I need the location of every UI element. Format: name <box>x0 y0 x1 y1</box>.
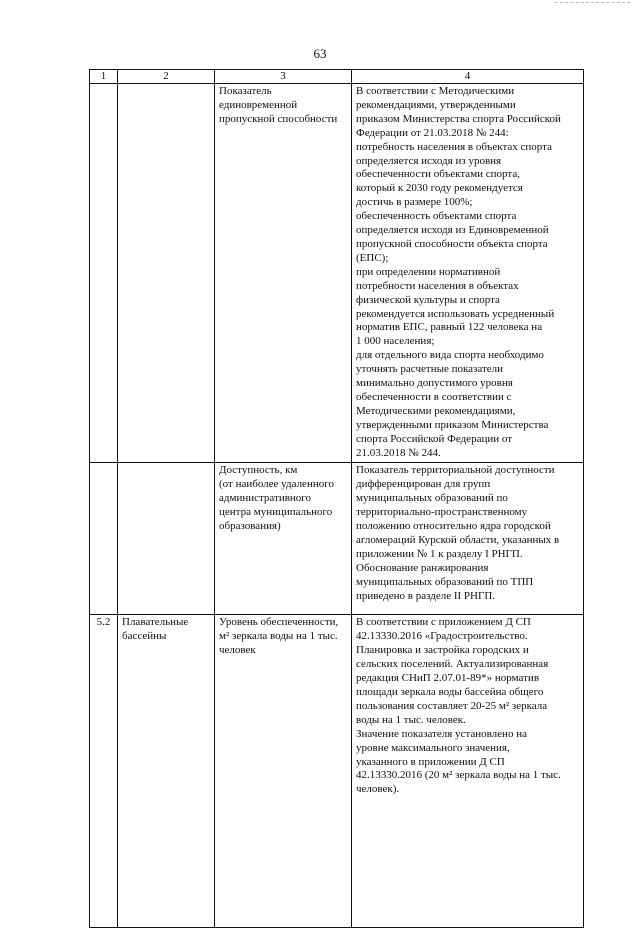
description-text: В соответствии с приложением Д СП 42.13330.2016 «Градостроительство. Планировка и застройка городских и сельских поселений. Актуализированная редакция СНиП 2.07.01-89*» норматив площади зеркала воды бассейна общего пользования составляет 20-25 м² зеркала воды на 1 тыс. человек. Значение показателя установлено на уровне максимального значения, указанного в приложении Д СП 42.13330.2016 (20 м² зеркала воды на 1 тыс. человек). <box>356 616 561 796</box>
indicator-text: Уровень обеспеченности, м² зеркала воды на 1 тыс. человек <box>219 616 339 657</box>
column-header-1: 1 <box>90 70 118 84</box>
description-cell <box>352 615 584 928</box>
row-number-cell <box>90 463 118 615</box>
object-text: Плавательные бассейны <box>122 616 189 643</box>
column-header-3: 3 <box>215 70 352 84</box>
scan-edge-mark <box>555 2 630 6</box>
column-header-4: 4 <box>352 70 584 84</box>
description-text: В соответствии с Методическими рекомендациями, утвержденными приказом Министерства спорта Российской Федерации от 21.03.2018 № 244: потребность населения в объектах спорта определяется исходя из уровня обеспеченности объектами спорта, который к 2030 году рекомендуется достичь в размере 100%; обеспеченность объектами спорта определяется исходя из Единовременной пропускной способности объекта спорта (ЕПС); при определении нормативной потребности населения в объектах физической культуры и спорта рекомендуется использовать усредненный норматив ЕПС, равный 122 человека на 1 000 населения; для отдельного вида спорта необходимо уточнять расчетные показатели минимально допустимого уровня обеспеченности в соответствии с Методическими рекомендациями, утвержденными приказом Министерства спорта Российской Федерации от 21.03.2018 № 244. <box>356 85 561 459</box>
description-cell <box>352 84 584 463</box>
column-header-2: 2 <box>118 70 215 84</box>
indicator-cell <box>215 84 352 463</box>
row-number-cell <box>90 84 118 463</box>
object-cell <box>118 615 215 928</box>
table-header-row <box>90 70 584 84</box>
indicator-cell <box>215 615 352 928</box>
norms-table <box>89 69 584 928</box>
indicator-text: Доступность, км (от наиболее удаленного административного центра муниципального образования) <box>219 464 334 533</box>
table-row <box>90 84 584 463</box>
row-number-cell: 5.2 <box>90 615 118 928</box>
table-row <box>90 615 584 928</box>
indicator-text: Показатель единовременной пропускной способности <box>219 85 338 125</box>
object-cell <box>118 84 215 463</box>
object-cell <box>118 463 215 615</box>
page-number: 63 <box>313 46 327 61</box>
table-row <box>90 463 584 615</box>
indicator-cell <box>215 463 352 615</box>
description-text: Показатель территориальной доступности дифференцирован для групп муниципальных образований по территориально-пространственному положению относительно ядра городской агломераций Курской области, указанных в приложении № 1 к разделу I РНГП. Обоснование ранжирования муниципальных образований по ТПП приведено в разделе II РНГП. <box>356 464 560 602</box>
description-cell <box>352 463 584 615</box>
